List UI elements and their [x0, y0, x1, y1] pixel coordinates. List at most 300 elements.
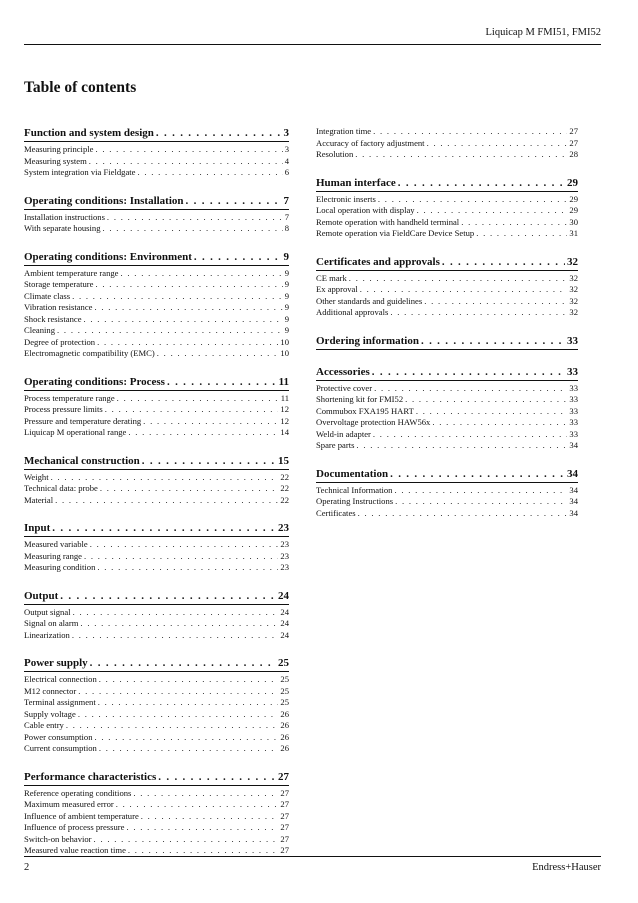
toc-entry[interactable]: [24, 427, 289, 439]
entry-page-number: 26: [280, 708, 289, 719]
dot-leader: [99, 674, 279, 686]
entry-page-number: 9: [284, 267, 289, 278]
toc-entry[interactable]: [24, 314, 289, 326]
entry-label: Maximum measured error: [24, 799, 114, 809]
toc-entry[interactable]: [316, 508, 578, 520]
entry-page-number: 33: [569, 405, 578, 416]
entry-page-number: 9: [284, 279, 289, 289]
dot-leader: [73, 607, 279, 619]
entry-page-number: 26: [280, 743, 289, 753]
entry-label: Process temperature range: [24, 392, 115, 403]
dot-leader: [95, 279, 282, 291]
entry-label: Other standards and guidelines: [316, 295, 423, 306]
toc-entry[interactable]: [24, 709, 289, 721]
entry-page-number: 29: [569, 193, 578, 204]
toc-section-heading[interactable]: [24, 770, 289, 786]
header-divider: [24, 44, 601, 45]
entry-page-number: 27: [280, 822, 289, 832]
entry-page-number: 27: [569, 137, 578, 148]
toc-entry[interactable]: [316, 138, 578, 150]
toc-section-heading[interactable]: [24, 250, 289, 266]
toc-section-heading[interactable]: [24, 126, 289, 142]
toc-right-column: [316, 126, 578, 534]
entry-label: System integration via Fieldgate: [24, 167, 136, 177]
entry-page-number: 22: [280, 494, 289, 505]
entry-page-number: 14: [280, 427, 289, 437]
toc-entry[interactable]: [24, 268, 289, 280]
entry-page-number: 33: [569, 394, 578, 404]
section-page-number: 9: [283, 250, 289, 263]
section-page-number: 33: [567, 365, 578, 378]
toc-entry[interactable]: [24, 720, 289, 732]
toc-entry[interactable]: [24, 495, 289, 507]
section-title: Output: [24, 589, 59, 602]
dot-leader: [57, 325, 283, 337]
entry-page-number: 8: [284, 223, 289, 233]
toc-entry[interactable]: [24, 156, 289, 168]
dot-leader: [432, 417, 567, 429]
dot-leader: [476, 228, 567, 240]
dot-leader: [373, 429, 568, 441]
dot-leader: [137, 167, 282, 179]
entry-page-number: 12: [280, 415, 289, 426]
toc-section-heading[interactable]: [24, 375, 289, 391]
toc-entry[interactable]: [24, 551, 289, 563]
toc-entry[interactable]: [24, 834, 289, 846]
entry-label: Influence of ambient temperature: [24, 810, 139, 821]
toc-section: [316, 467, 578, 520]
entry-page-number: 10: [280, 348, 289, 358]
toc-entry[interactable]: [316, 284, 578, 296]
toc-section-heading[interactable]: [24, 194, 289, 210]
section-page-number: 24: [278, 589, 289, 602]
entry-label: Degree of protection: [24, 336, 96, 347]
entry-page-number: 27: [280, 810, 289, 821]
dot-leader: [360, 284, 568, 296]
section-page-number: 23: [278, 522, 289, 534]
section-title: Human interface: [316, 176, 396, 189]
entry-page-number: 32: [569, 272, 578, 283]
entry-label: Remote operation with handheld terminal: [316, 216, 460, 227]
entry-label: Electromagnetic compatibility (EMC): [24, 348, 155, 358]
section-page-number: 33: [567, 334, 578, 347]
entry-label: Electronic inserts: [316, 193, 376, 204]
entry-label: Measuring principle: [24, 144, 94, 154]
entry-page-number: 34: [569, 484, 578, 495]
entry-label: Additional approvals: [316, 307, 389, 317]
section-title: Ordering information: [316, 334, 419, 347]
entry-page-number: 32: [569, 295, 578, 306]
entry-label: Weld-in adapter: [316, 428, 371, 439]
toc-entry[interactable]: [24, 212, 289, 224]
section-page-number: 15: [278, 454, 289, 467]
dot-leader: [97, 562, 278, 574]
entry-label: Current consumption: [24, 743, 97, 753]
entry-page-number: 9: [284, 290, 289, 301]
entry-label: Measuring condition: [24, 562, 96, 572]
dot-leader: [84, 551, 278, 563]
toc-entry[interactable]: [316, 307, 578, 319]
entry-page-number: 9: [284, 302, 289, 312]
toc-section: [316, 126, 578, 161]
entry-page-number: 32: [569, 307, 578, 317]
dot-leader: [394, 485, 567, 497]
entry-page-number: 25: [280, 685, 289, 696]
dot-leader: [78, 686, 278, 698]
toc-section-heading[interactable]: [316, 334, 578, 350]
dot-leader: [158, 770, 276, 784]
entry-page-number: 26: [280, 720, 289, 730]
entry-page-number: 34: [569, 440, 578, 450]
entry-label: Power consumption: [24, 731, 93, 742]
entry-page-number: 31: [569, 228, 578, 238]
dot-leader: [95, 144, 282, 156]
entry-label: Influence of process pressure: [24, 822, 125, 832]
entry-label: Commubox FXA195 HART: [316, 405, 414, 416]
entry-label: Ex approval: [316, 284, 358, 294]
entry-label: Switch-on behavior: [24, 833, 92, 844]
toc-section: [24, 375, 289, 439]
section-page-number: 34: [567, 467, 578, 480]
entry-page-number: 28: [569, 149, 578, 159]
section-page-number: 11: [278, 375, 289, 388]
dot-leader: [349, 273, 568, 285]
entry-page-number: 10: [280, 336, 289, 347]
dot-leader: [374, 383, 567, 395]
entry-page-number: 4: [284, 155, 289, 166]
entry-label: Operating Instructions: [316, 496, 394, 506]
entry-label: Linearization: [24, 629, 70, 640]
toc-entry[interactable]: [316, 126, 578, 138]
toc-entry[interactable]: [24, 674, 289, 686]
entry-label: Output signal: [24, 606, 71, 617]
toc-entry[interactable]: [316, 429, 578, 441]
footer-brand: Endress+Hauser: [532, 862, 601, 873]
toc-entry[interactable]: [24, 416, 289, 428]
toc-section-heading[interactable]: [24, 656, 289, 672]
entry-page-number: 9: [284, 313, 289, 324]
dot-leader: [126, 822, 278, 834]
toc-entry[interactable]: [316, 296, 578, 308]
entry-page-number: 27: [280, 833, 289, 844]
section-title: Accessories: [316, 365, 370, 378]
section-title: Performance characteristics: [24, 770, 157, 783]
toc-entry[interactable]: [316, 406, 578, 418]
dot-leader: [427, 138, 568, 150]
toc-section-heading[interactable]: [24, 589, 289, 605]
entry-page-number: 12: [280, 404, 289, 414]
toc-section: [24, 589, 289, 642]
section-title: Power supply: [24, 657, 88, 669]
dot-leader: [378, 194, 568, 206]
toc-entry[interactable]: [24, 822, 289, 834]
section-title: Input: [24, 522, 51, 534]
entry-label: Overvoltage protection HAW56x: [316, 417, 431, 427]
dot-leader: [52, 521, 276, 535]
entry-page-number: 33: [569, 428, 578, 439]
toc-entry[interactable]: [316, 440, 578, 452]
dot-leader: [398, 176, 565, 190]
section-page-number: 29: [567, 176, 578, 189]
dot-leader: [373, 126, 567, 138]
entry-label: Supply voltage: [24, 708, 76, 719]
toc-entry[interactable]: [24, 811, 289, 823]
dot-leader: [97, 337, 278, 349]
dot-leader: [78, 709, 279, 721]
toc-entry[interactable]: [316, 417, 578, 429]
dot-leader: [94, 834, 279, 846]
toc-entry[interactable]: [24, 291, 289, 303]
entry-page-number: 26: [280, 731, 289, 742]
entry-page-number: 25: [280, 697, 289, 707]
dot-leader: [95, 732, 279, 744]
toc-section-heading[interactable]: [316, 176, 578, 192]
toc-entry[interactable]: [24, 279, 289, 291]
entry-label: Climate class: [24, 290, 71, 301]
entry-label: Pressure and temperature derating: [24, 415, 142, 426]
dot-leader: [416, 406, 568, 418]
entry-label: With separate housing: [24, 223, 101, 233]
dot-leader: [194, 250, 282, 264]
toc-entry[interactable]: [24, 144, 289, 156]
toc-entry[interactable]: [24, 302, 289, 314]
toc-section: [24, 250, 289, 360]
dot-leader: [167, 375, 277, 389]
toc-section-heading[interactable]: [24, 521, 289, 537]
entry-page-number: 3: [284, 144, 289, 154]
entry-label: Measured variable: [24, 539, 88, 549]
dot-leader: [128, 427, 278, 439]
footer-divider: [24, 856, 601, 857]
entry-page-number: 27: [280, 845, 289, 855]
dot-leader: [117, 393, 279, 405]
entry-page-number: 27: [280, 799, 289, 809]
dot-leader: [186, 194, 282, 208]
dot-leader: [133, 788, 278, 800]
entry-page-number: 24: [280, 618, 289, 628]
toc-entry[interactable]: [316, 205, 578, 217]
toc-entry[interactable]: [24, 223, 289, 235]
toc-entry[interactable]: [316, 394, 578, 406]
toc-entry[interactable]: [24, 562, 289, 574]
dot-leader: [461, 217, 567, 229]
entry-page-number: 29: [569, 205, 578, 215]
toc-left-column: [24, 126, 289, 872]
toc-section: [24, 194, 289, 235]
dot-leader: [128, 845, 279, 857]
toc-section: [316, 365, 578, 452]
toc-entry[interactable]: [316, 194, 578, 206]
dot-leader: [142, 454, 276, 468]
section-title: Operating conditions: Environment: [24, 250, 192, 263]
dot-leader: [424, 296, 567, 308]
section-page-number: 32: [567, 255, 578, 268]
toc-section: [24, 656, 289, 755]
entry-page-number: 7: [284, 211, 289, 222]
entry-label: Spare parts: [316, 440, 355, 450]
dot-leader: [90, 539, 279, 551]
dot-leader: [116, 799, 279, 811]
entry-page-number: 6: [284, 167, 289, 177]
dot-leader: [107, 212, 283, 224]
toc-entry[interactable]: [24, 472, 289, 484]
entry-label: Technical Information: [316, 484, 393, 495]
page-title: Table of contents: [24, 79, 137, 96]
dot-leader: [105, 404, 279, 416]
entry-page-number: 23: [280, 539, 289, 549]
toc-section-heading[interactable]: [24, 454, 289, 470]
toc-entry[interactable]: [24, 743, 289, 755]
entry-label: Technical data: probe: [24, 483, 98, 493]
entry-label: Protective cover: [316, 382, 373, 393]
entry-label: Local operation with display: [316, 205, 415, 215]
dot-leader: [442, 255, 565, 269]
dot-leader: [84, 314, 283, 326]
toc-entry[interactable]: [316, 149, 578, 161]
entry-page-number: 9: [284, 325, 289, 335]
toc-entry[interactable]: [24, 845, 289, 857]
section-title: Function and system design: [24, 127, 154, 139]
dot-leader: [99, 743, 279, 755]
toc-section-heading[interactable]: [316, 365, 578, 381]
toc-entry[interactable]: [316, 273, 578, 285]
section-title: Documentation: [316, 467, 389, 480]
dot-leader: [60, 589, 276, 603]
entry-label: Electrical connection: [24, 674, 97, 684]
dot-leader: [89, 156, 283, 168]
entry-label: Weight: [24, 471, 49, 482]
toc-entry[interactable]: [316, 485, 578, 497]
dot-leader: [66, 720, 279, 732]
section-page-number: 3: [283, 127, 289, 139]
dot-leader: [55, 495, 278, 507]
entry-page-number: 25: [280, 674, 289, 684]
dot-leader: [421, 334, 565, 348]
dot-leader: [358, 508, 568, 520]
dot-leader: [390, 467, 565, 481]
entry-page-number: 32: [569, 284, 578, 294]
entry-label: Storage temperature: [24, 279, 94, 289]
toc-entry[interactable]: [316, 383, 578, 395]
section-page-number: 25: [278, 657, 289, 669]
toc-entry[interactable]: [24, 337, 289, 349]
section-title: Operating conditions: Installation: [24, 194, 184, 207]
entry-label: Shock resistance: [24, 313, 82, 324]
dot-leader: [390, 307, 567, 319]
toc-entry[interactable]: [24, 607, 289, 619]
entry-page-number: 23: [280, 550, 289, 561]
entry-page-number: 27: [569, 126, 578, 136]
entry-label: Material: [24, 494, 54, 505]
toc-section-heading[interactable]: [316, 255, 578, 271]
entry-label: Measured value reaction time: [24, 845, 126, 855]
toc-entry[interactable]: [24, 799, 289, 811]
entry-page-number: 22: [280, 483, 289, 493]
toc-entry[interactable]: [24, 393, 289, 405]
dot-leader: [94, 302, 282, 314]
dot-leader: [80, 618, 278, 630]
section-page-number: 7: [283, 194, 289, 207]
entry-page-number: 27: [280, 787, 289, 798]
entry-label: Integration time: [316, 126, 372, 136]
entry-label: Resolution: [316, 149, 354, 159]
toc-entry[interactable]: [316, 217, 578, 229]
dot-leader: [417, 205, 568, 217]
entry-label: Accuracy of factory adjustment: [316, 137, 425, 148]
entry-page-number: 24: [280, 606, 289, 617]
dot-leader: [156, 126, 282, 140]
toc-entry[interactable]: [316, 496, 578, 508]
toc-entry[interactable]: [24, 404, 289, 416]
dot-leader: [103, 223, 283, 235]
toc-entry[interactable]: [24, 348, 289, 360]
toc-entry[interactable]: [24, 732, 289, 744]
entry-page-number: 22: [280, 471, 289, 482]
entry-label: Cable entry: [24, 720, 64, 730]
toc-section: [24, 521, 289, 574]
toc-entry[interactable]: [24, 697, 289, 709]
toc-entry[interactable]: [24, 483, 289, 495]
toc-entry[interactable]: [24, 788, 289, 800]
dot-leader: [98, 697, 279, 709]
dot-leader: [100, 483, 279, 495]
toc-section: [316, 176, 578, 240]
entry-page-number: 30: [569, 216, 578, 227]
toc-section: [24, 126, 289, 179]
entry-page-number: 24: [280, 629, 289, 640]
toc-entry[interactable]: [24, 618, 289, 630]
section-title: Mechanical construction: [24, 454, 140, 467]
entry-page-number: 34: [569, 496, 578, 506]
entry-label: Reference operating conditions: [24, 787, 132, 798]
dot-leader: [405, 394, 567, 406]
toc-entry[interactable]: [24, 630, 289, 642]
toc-entry[interactable]: [24, 325, 289, 337]
entry-page-number: 33: [569, 417, 578, 427]
entry-label: M12 connector: [24, 685, 77, 696]
dot-leader: [90, 656, 276, 670]
toc-section-heading[interactable]: [316, 467, 578, 483]
section-page-number: 27: [278, 770, 289, 783]
entry-page-number: 11: [280, 392, 289, 403]
entry-page-number: 33: [569, 382, 578, 393]
dot-leader: [395, 496, 567, 508]
dot-leader: [121, 268, 283, 280]
dot-leader: [157, 348, 279, 360]
entry-page-number: 34: [569, 507, 578, 518]
entry-label: Cleaning: [24, 325, 56, 335]
dot-leader: [372, 365, 565, 379]
dot-leader: [72, 291, 283, 303]
section-title: Certificates and approvals: [316, 255, 440, 268]
entry-label: Shortening kit for FMI52: [316, 394, 404, 404]
entry-label: Vibration resistance: [24, 302, 93, 312]
entry-label: Liquicap M operational range: [24, 427, 127, 437]
toc-entry[interactable]: [24, 167, 289, 179]
entry-label: Terminal assignment: [24, 697, 96, 707]
entry-label: Remote operation via FieldCare Device Setup: [316, 228, 475, 238]
entry-page-number: 23: [280, 562, 289, 572]
toc-section: [316, 255, 578, 319]
toc-entry[interactable]: [316, 228, 578, 240]
page-number: 2: [24, 862, 30, 873]
toc-entry[interactable]: [24, 686, 289, 698]
toc-section: [24, 770, 289, 857]
entry-label: Certificates: [316, 507, 356, 518]
entry-label: Installation instructions: [24, 211, 105, 222]
section-title: Operating conditions: Process: [24, 375, 165, 388]
toc-entry[interactable]: [24, 539, 289, 551]
